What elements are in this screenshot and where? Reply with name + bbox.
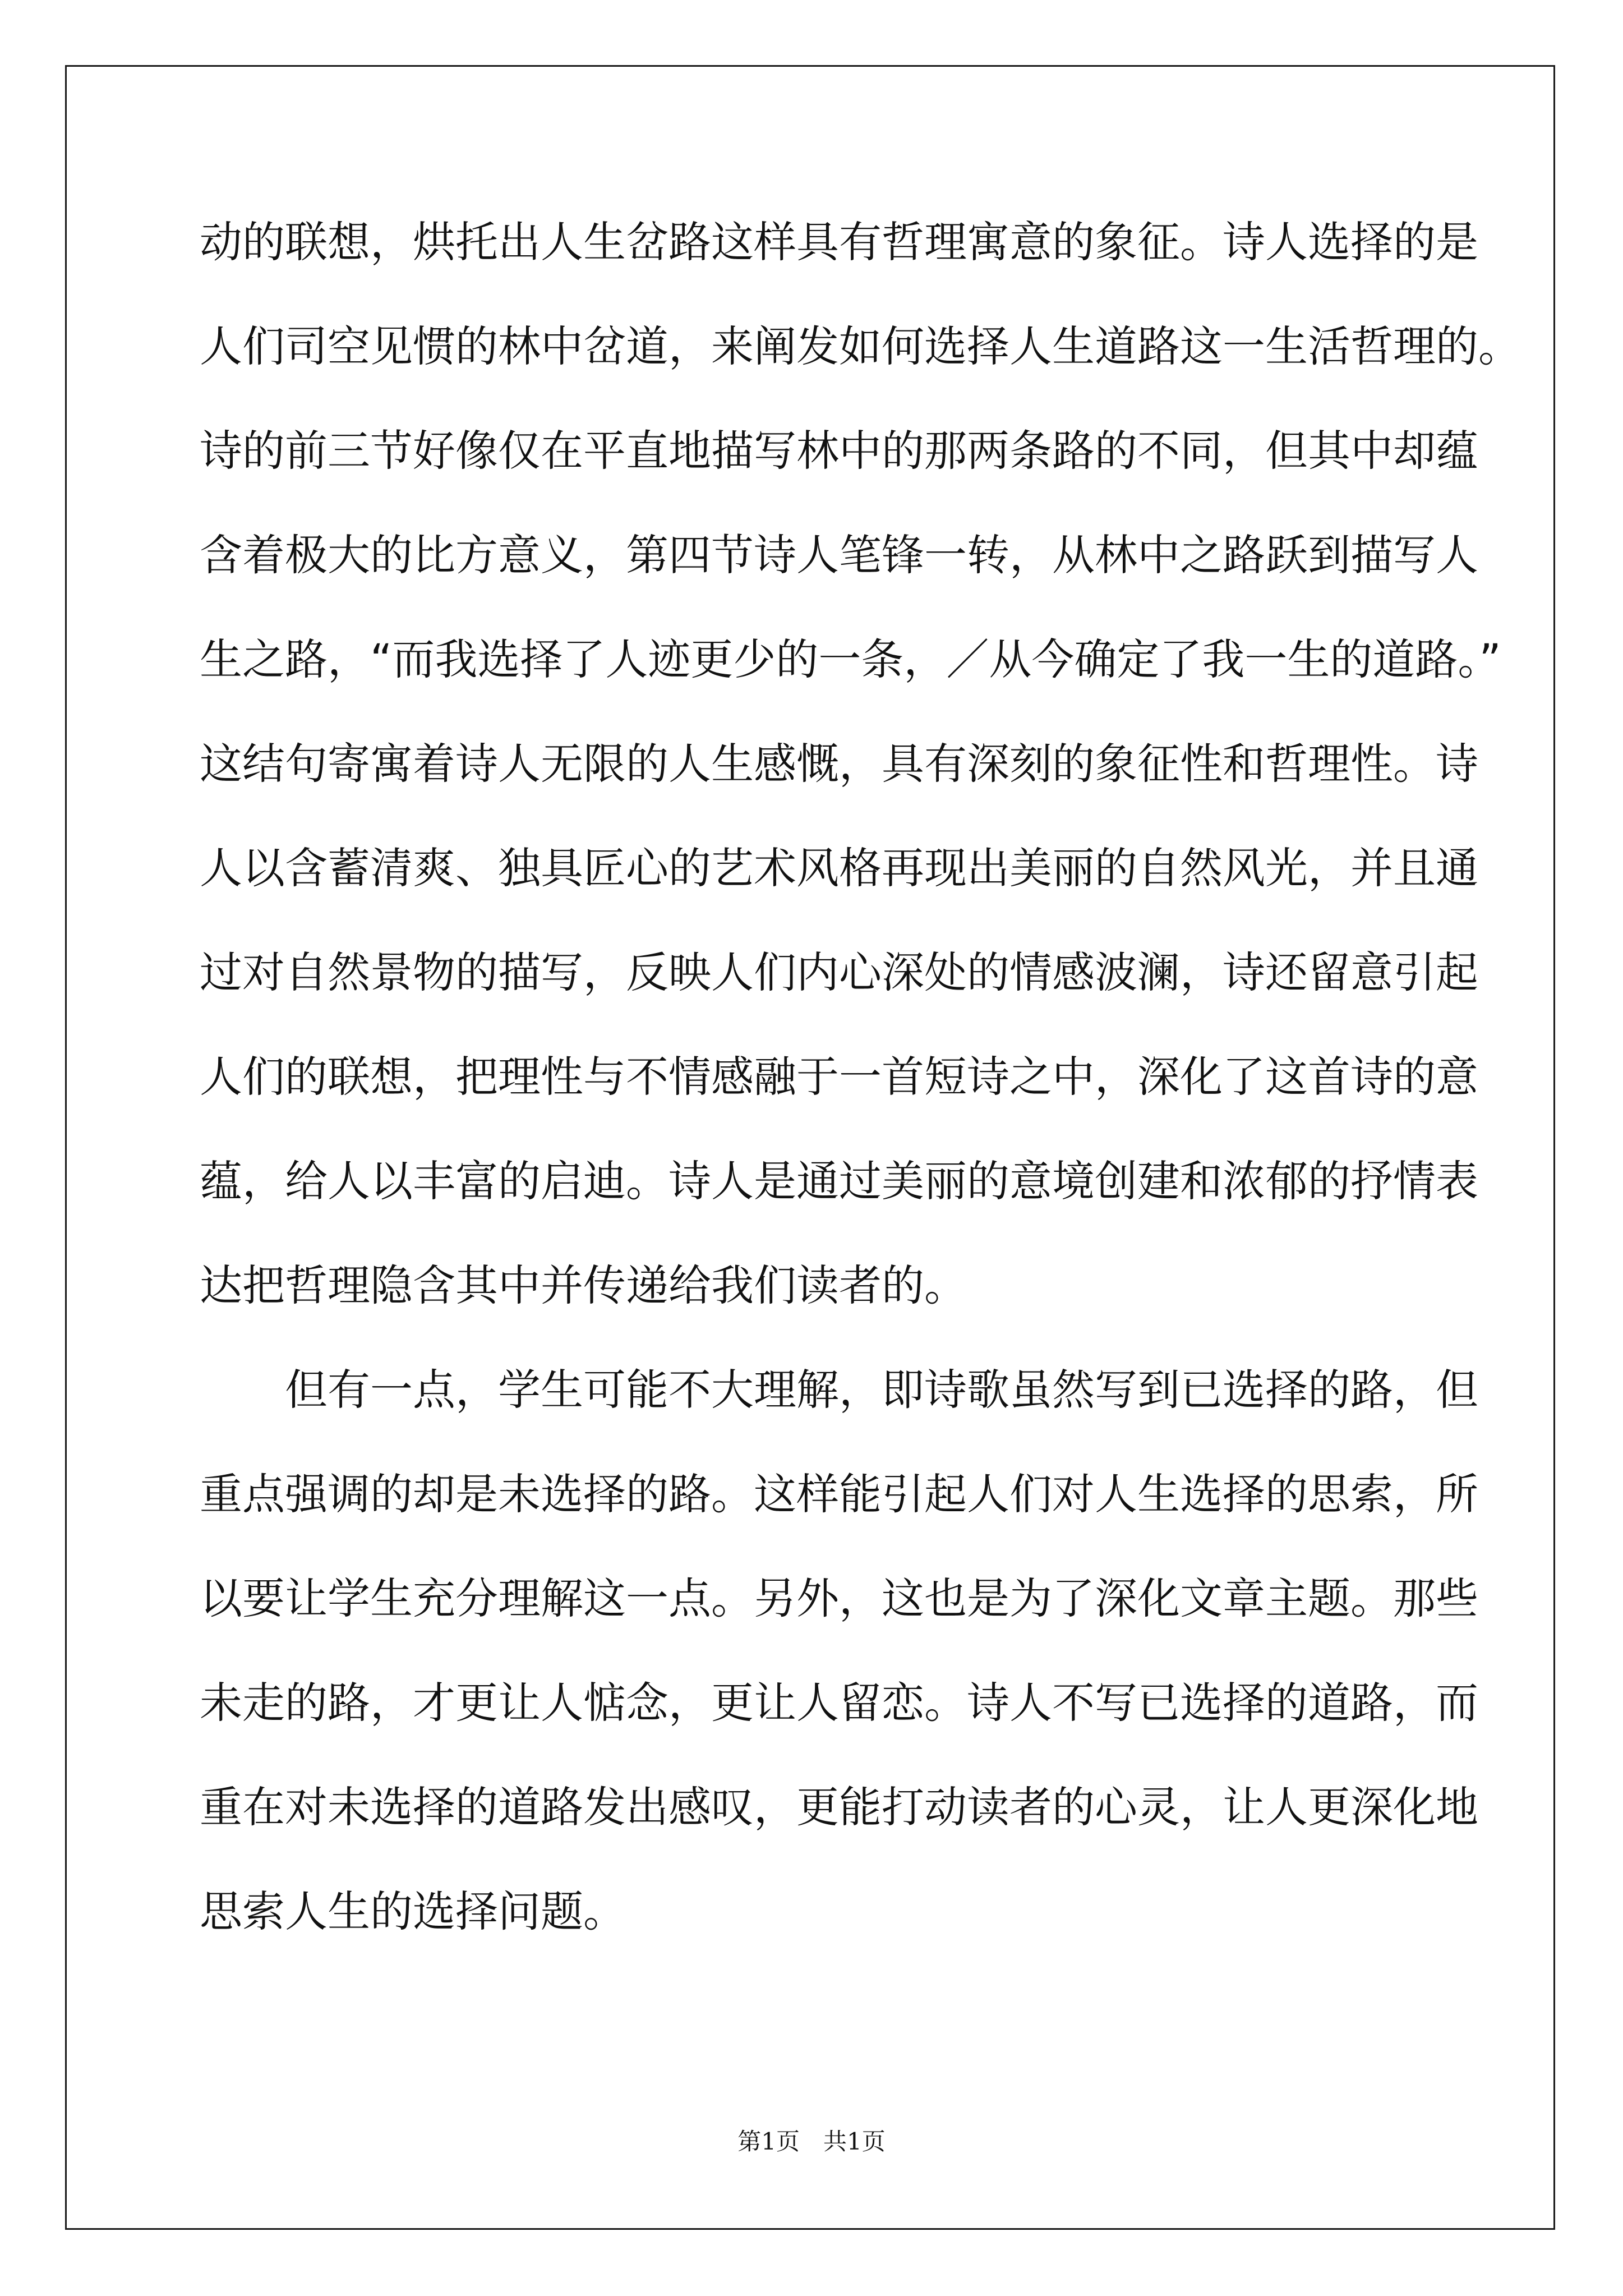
paragraph-line: 但有一点，学生可能不大理解，即诗歌虽然写到已选择的路，但	[285, 1365, 1478, 1415]
paragraph-line: 人以含蓄清爽、独具匠心的艺术风格再现出美丽的自然风光，并且通	[200, 843, 1478, 893]
page-number-footer: 第1页 共1页	[737, 2128, 886, 2155]
paragraph-line: 未走的路，才更让人惦念，更让人留恋。诗人不写已选择的道路，而	[200, 1678, 1478, 1728]
paragraph-line: 这结句寄寓着诗人无限的人生感慨，具有深刻的象征性和哲理性。诗	[200, 739, 1478, 789]
paragraph-line: 人们的联想，把理性与不情感融于一首短诗之中，深化了这首诗的意	[200, 1052, 1478, 1102]
paragraph-line: 诗的前三节好像仅在平直地描写林中的那两条路的不同，但其中却蕴	[200, 426, 1478, 476]
paragraph-line: 思索人生的选择问题。	[200, 1887, 626, 1936]
paragraph-line: 人们司空见惯的林中岔道，来阐发如何选择人生道路这一生活哲理的。	[200, 321, 1521, 371]
paragraph-line: 重点强调的却是未选择的路。这样能引起人们对人生选择的思索，所	[200, 1469, 1478, 1519]
paragraph-line: 含着极大的比方意义，第四节诗人笔锋一转，从林中之路跃到描写人	[200, 530, 1478, 580]
paragraph-line: 蕴，给人以丰富的启迪。诗人是通过美丽的意境创建和浓郁的抒情表	[200, 1156, 1478, 1206]
paragraph-line: 动的联想，烘托出人生岔路这样具有哲理寓意的象征。诗人选择的是	[200, 217, 1478, 267]
paragraph-line: 达把哲理隐含其中并传递给我们读者的。	[200, 1260, 967, 1310]
paragraph-line: 重在对未选择的道路发出感叹，更能打动读者的心灵，让人更深化地	[200, 1782, 1478, 1832]
paragraph-line: 以要让学生充分理解这一点。另外，这也是为了深化文章主题。那些	[200, 1573, 1478, 1623]
paragraph-line: 生之路，“而我选择了人迹更少的一条，／从今确定了我一生的道路。”	[200, 634, 1501, 684]
paragraph-line: 过对自然景物的描写，反映人们内心深处的情感波澜，诗还留意引起	[200, 947, 1478, 997]
